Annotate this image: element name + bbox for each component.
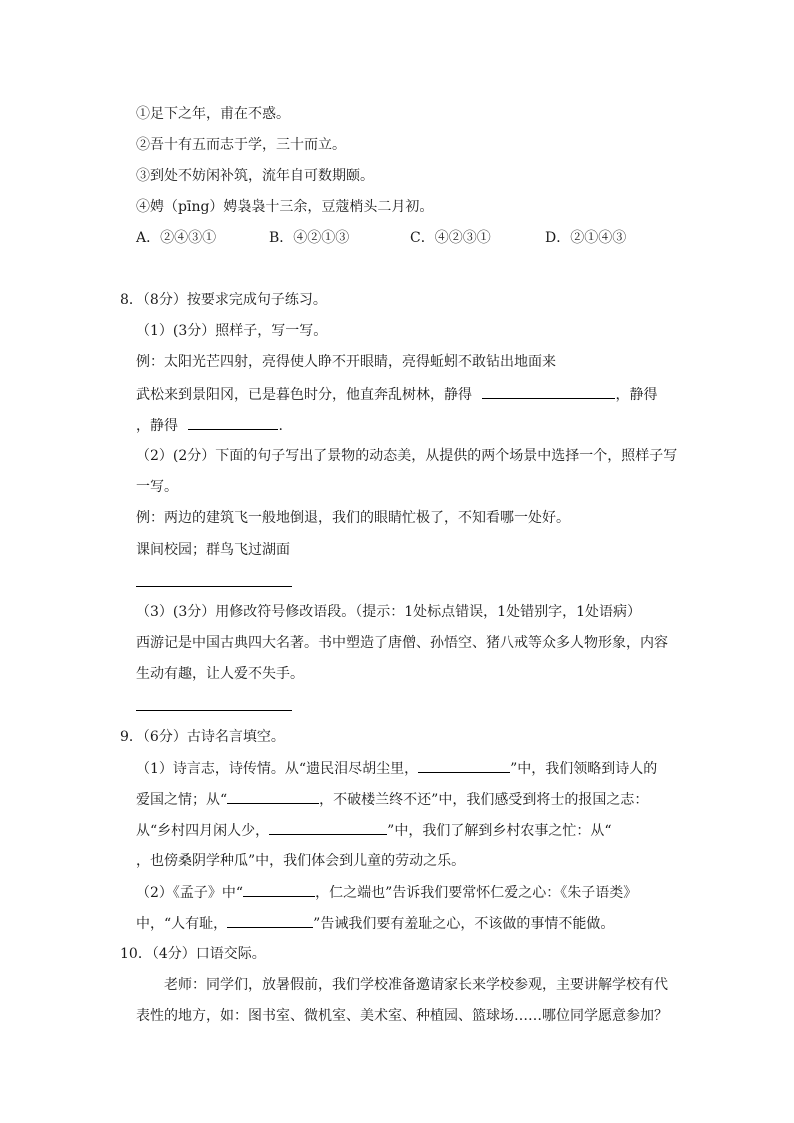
q8-part3-line2: 生动有趣，让人爱不失手。 — [136, 666, 304, 682]
q8-part1-text-c: ，静得 — [136, 418, 178, 434]
q8-part1-example: 例：太阳光芒四射，亮得使人睁不开眼睛，亮得蚯蚓不敢钻出地面来 — [136, 354, 556, 370]
answer-blank[interactable] — [188, 415, 278, 430]
answer-blank[interactable] — [418, 758, 510, 773]
q8-part1-line2 — [136, 415, 283, 436]
answer-blank[interactable] — [227, 913, 313, 928]
q10-line2: 表性的地方，如：图书室、微机室、美术室、种植园、篮球场……哪位同学愿意参加？ — [136, 1008, 668, 1024]
q10-line1: 老师：同学们，放暑假前，我们学校准备邀请家长来学校参观，主要讲解学校有代 — [164, 977, 668, 993]
q8-part3-title: （3）(3分）用修改符号修改语段。（提示：1处标点错误，1处错别字，1处语病） — [136, 604, 641, 620]
q9-text: 从“乡村四月闲人少， — [136, 823, 270, 839]
q8-part2-example: 例：两边的建筑飞一般地倒退，我们的眼睛忙极了，不知看哪一处好。 — [136, 510, 570, 526]
q8-part1-text-b: ，静得 — [615, 387, 658, 403]
q9-text: （2）《孟子》中“ — [136, 885, 244, 901]
q7-option-b[interactable]: B．④②①③ — [269, 230, 350, 246]
q8-part2-line1: （2）(2分）下面的句子写出了景物的动态美，从提供的两个场景中选择一个，照样子写 — [136, 448, 678, 464]
q7-option-d[interactable]: D．②①④③ — [545, 230, 627, 246]
answer-line[interactable] — [136, 710, 292, 711]
answer-blank[interactable] — [243, 882, 315, 897]
answer-line[interactable] — [136, 586, 292, 587]
q9-line3 — [136, 820, 612, 841]
q9-text: （1）诗言志，诗传情。从“遗民泪尽胡尘里， — [136, 761, 419, 777]
q7-item-4: ④娉（pīng）娉袅袅十三余，豆蔻梢头二月初。 — [136, 199, 434, 215]
answer-blank[interactable] — [227, 789, 319, 804]
q9-text: ，不破楼兰终不还”中，我们感受到将士的报国之志： — [319, 792, 649, 808]
q9-line1 — [136, 758, 657, 779]
q9-line6 — [136, 913, 614, 934]
q7-item-3: ③到处不妨闲补筑，流年自可数期颐。 — [136, 168, 374, 184]
q7-options — [136, 228, 626, 248]
q9-line2 — [136, 789, 648, 810]
q9-line4: ，也傍桑阴学种瓜”中，我们体会到儿童的劳动之乐。 — [136, 853, 466, 869]
q8-part1-title: （1）(3分）照样子，写一写。 — [136, 323, 328, 339]
q9-text: 中，“人有耻， — [136, 916, 228, 932]
q8-part1-text-d: . — [278, 418, 283, 434]
q9-text: ，仁之端也”告诉我们要常怀仁爱之心：《朱子语类》 — [315, 885, 638, 901]
q9-text: 爱国之情；从“ — [136, 792, 228, 808]
answer-blank[interactable] — [269, 820, 387, 835]
q9-text: ”中，我们领略到诗人的 — [510, 761, 658, 777]
q7-item-2: ②吾十有五而志于学，三十而立。 — [136, 137, 346, 153]
q10-title: 10．（4分）口语交际。 — [120, 946, 266, 962]
q8-part3-line1: 西游记是中国古典四大名著。书中塑造了唐僧、孙悟空、猪八戒等众多人物形象，内容 — [136, 635, 668, 651]
q9-line5 — [136, 882, 637, 903]
q8-part1-line1 — [136, 384, 657, 405]
answer-blank[interactable] — [482, 384, 615, 399]
q7-option-c[interactable]: C．④②③① — [410, 230, 491, 246]
q7-option-a[interactable]: A．②④③① — [136, 230, 217, 246]
q8-part2-scene: 课间校园；群鸟飞过湖面 — [136, 542, 290, 558]
q9-title: 9．（6分）古诗名言填空。 — [120, 729, 285, 745]
q9-text: ”中，我们了解到乡村农事之忙：从“ — [387, 823, 612, 839]
q8-part2-line2: 一写。 — [136, 479, 178, 495]
q8-title: 8．（8分）按要求完成句子练习。 — [120, 292, 327, 308]
q8-part1-text-a: 武松来到景阳冈，已是暮色时分，他直奔乱树林，静得 — [136, 387, 472, 403]
q9-text: ”告诫我们要有羞耻之心，不该做的事情不能做。 — [313, 916, 615, 932]
q7-item-1: ①足下之年，甫在不惑。 — [136, 106, 290, 122]
